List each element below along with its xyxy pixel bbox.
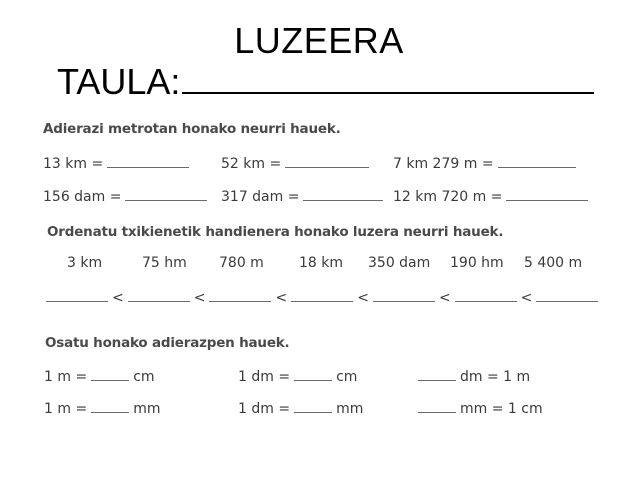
s2-value-2: 75 hm [142,255,187,271]
order-blank-7[interactable] [536,287,598,302]
less-than-1: < [112,290,124,306]
less-than-3: < [275,290,288,306]
s2-value-7: 5 400 m [524,255,583,271]
s3-r2c2-blank[interactable] [294,398,332,413]
s3-r2c2-left: 1 dm = [238,401,291,417]
s1-item-6 [393,186,592,205]
s3-r1c1-blank[interactable] [91,366,129,381]
s3-r1c3-blank[interactable] [418,366,456,381]
s3-r2c1-blank[interactable] [91,398,129,413]
order-row [44,287,600,306]
s2-value-4: 18 km [299,255,344,271]
s1-item-2 [221,153,373,172]
s1-item-4 [43,186,211,205]
taula-blank-line [182,58,594,94]
s3-r2c1 [44,398,160,417]
s1-item-1-label: 13 km = [43,156,104,172]
less-than-5: < [438,290,451,306]
s2-value-3: 780 m [219,255,264,271]
s2-value-5: 350 dam [368,255,431,271]
s1-item-4-blank[interactable] [125,186,207,201]
section1-heading: Adierazi metrotan honako neurri hauek. [43,121,341,137]
taula-text: TAULA: [57,61,181,102]
s3-r1c1 [44,366,155,385]
s1-item-1-blank[interactable] [107,153,189,168]
s1-item-1 [43,153,193,172]
s3-r2c3-right: mm = 1 cm [460,401,543,417]
s3-r1c3 [418,366,530,385]
s1-item-5-label: 317 dam = [221,189,300,205]
order-blank-5[interactable] [373,287,435,302]
s1-item-3-label: 7 km 279 m = [393,156,494,172]
s1-item-4-label: 156 dam = [43,189,122,205]
s1-item-3-blank[interactable] [498,153,576,168]
s1-item-2-blank[interactable] [285,153,369,168]
s1-item-6-blank[interactable] [506,186,588,201]
s3-r1c2-blank[interactable] [294,366,332,381]
order-blank-4[interactable] [291,287,353,302]
taula-label [57,58,594,103]
s3-r1c2 [238,366,357,385]
s3-r2c3 [418,398,543,417]
page-title: LUZEERA [234,20,404,61]
section2-heading: Ordenatu txikienetik handienera honako luzera neurri hauek. [47,224,504,240]
less-than-2: < [193,290,206,306]
s3-r2c3-blank[interactable] [418,398,456,413]
s3-r1c2-left: 1 dm = [238,369,291,385]
s1-item-2-label: 52 km = [221,156,282,172]
s2-value-6: 190 hm [450,255,504,271]
s3-r1c2-right: cm [336,369,358,385]
s2-value-1: 3 km [67,255,103,271]
s3-r2c1-right: mm [133,401,161,417]
order-blank-3[interactable] [209,287,271,302]
order-blank-6[interactable] [455,287,517,302]
s3-r1c1-right: cm [133,369,155,385]
s3-r2c2 [238,398,363,417]
s1-item-6-label: 12 km 720 m = [393,189,503,205]
less-than-4: < [357,290,369,306]
s3-r2c2-right: mm [336,401,364,417]
order-blank-1[interactable] [46,287,108,302]
s3-r2c1-left: 1 m = [44,401,88,417]
section3-heading: Osatu honako adierazpen hauek. [45,335,290,351]
s1-item-3 [393,153,580,172]
s3-r1c1-left: 1 m = [44,369,88,385]
order-blank-2[interactable] [128,287,190,302]
s1-item-5 [221,186,387,205]
s3-r1c3-right: dm = 1 m [460,369,531,385]
s1-item-5-blank[interactable] [303,186,383,201]
less-than-6: < [520,290,533,306]
